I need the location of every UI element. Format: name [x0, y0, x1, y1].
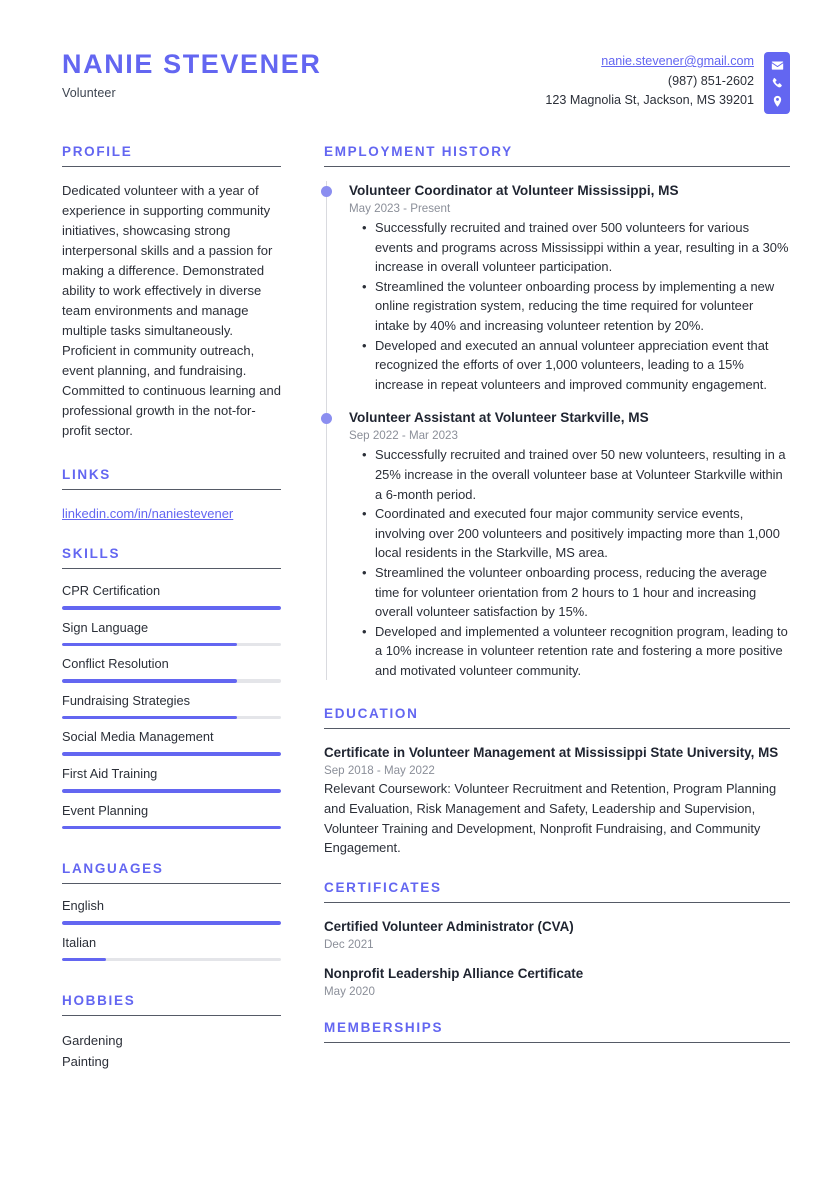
education-date: Sep 2018 - May 2022	[324, 764, 435, 778]
section-heading-education: EDUCATION	[324, 706, 790, 729]
skill-level-fill	[62, 716, 237, 720]
certificate-entry	[324, 964, 790, 998]
skill-label: CPR Certification	[62, 583, 161, 598]
employment-bullets	[349, 218, 790, 394]
skill-item	[62, 620, 281, 647]
candidate-job-title: Volunteer	[62, 86, 116, 101]
skill-level-fill	[62, 643, 237, 647]
section-heading-skills: SKILLS	[62, 546, 281, 569]
certificate-title: Certified Volunteer Administrator (CVA)	[324, 918, 574, 934]
section-languages	[62, 861, 281, 961]
employment-bullet: • Developed and implemented a volunteer recognition program, leading to a 10% increase in volunteer retention rate and fostering a more positive and motivated volunteer community.	[375, 622, 790, 681]
language-label: English	[62, 898, 104, 914]
skill-item	[62, 803, 281, 830]
link-item[interactable]: linkedin.com/in/naniestevener	[62, 506, 234, 521]
skill-label: First Aid Training	[62, 765, 158, 781]
employment-timeline	[326, 181, 790, 680]
skill-level-track	[62, 606, 281, 610]
language-level-fill	[62, 958, 106, 962]
language-level-track	[62, 921, 281, 925]
skill-level-track	[62, 716, 281, 720]
skill-level-fill	[62, 679, 237, 683]
phone-icon	[770, 76, 784, 90]
section-heading-hobbies: HOBBIES	[62, 993, 281, 1016]
section-hobbies	[62, 993, 281, 1072]
skill-item	[62, 766, 281, 793]
identity-block	[62, 48, 321, 100]
resume-body	[0, 114, 833, 1072]
section-heading-employment: EMPLOYMENT HISTORY	[324, 144, 790, 167]
language-item	[62, 935, 281, 962]
skill-level-fill	[62, 789, 281, 793]
contact-address: 123 Magnolia St, Jackson, MS 39201	[545, 93, 754, 107]
skill-label: Fundraising Strategies	[62, 692, 191, 708]
section-education	[324, 706, 790, 857]
certificate-date: May 2020	[324, 984, 375, 998]
section-heading-certificates: CERTIFICATES	[324, 880, 790, 903]
skill-level-fill	[62, 752, 281, 756]
skill-level-track	[62, 643, 281, 647]
employment-bullet: • Developed and executed an annual volunteer appreciation event that recognized the efforts of over 1,000 volunteers, leading to a 15% increase in repeat volunteers and improved community engagement.	[375, 336, 790, 395]
employment-title: Volunteer Assistant at Volunteer Starkville, MS	[349, 410, 649, 426]
location-pin-icon	[770, 94, 784, 108]
employment-bullets	[349, 445, 790, 680]
section-employment-history	[324, 144, 790, 680]
hobby-item: Painting	[62, 1054, 109, 1070]
contact-email[interactable]: nanie.stevener@gmail.com	[601, 54, 754, 68]
section-heading-links: LINKS	[62, 467, 281, 490]
education-entry	[324, 743, 790, 857]
contact-phone: (987) 851-2602	[667, 73, 754, 88]
skill-label: Social Media Management	[62, 729, 214, 745]
employment-bullet: • Streamlined the volunteer onboarding process, reducing the average time for volunteer orientation from 2 hours to 1 hour and increasing overall volunteer satisfaction by 15%.	[375, 563, 790, 622]
employment-date: May 2023 - Present	[349, 202, 451, 215]
skill-level-track	[62, 752, 281, 756]
skill-level-track	[62, 789, 281, 793]
certificate-entry	[324, 917, 790, 951]
timeline-dot-icon	[321, 186, 332, 197]
profile-summary-text: Dedicated volunteer with a year of experience in supporting community initiatives, showcasing strong interpersonal skills and a passion for making a difference. Demonstrated ability to work effectively in diverse team environments and manage multiple tasks simultaneously. Proficient in community outreach, event planning, and fundraising. Committed to continuous learning and professional growth in the not-for-profit sector.	[62, 183, 281, 438]
section-heading-languages: LANGUAGES	[62, 861, 281, 884]
main-column	[324, 144, 790, 1072]
skill-item	[62, 583, 281, 610]
skill-item	[62, 729, 281, 756]
section-profile	[62, 144, 281, 441]
employment-bullet: • Coordinated and executed four major community service events, involving over 200 volunteers and positively impacting more than 1,000 local residents in the Starkville, MS area.	[375, 504, 790, 563]
section-links	[62, 467, 281, 524]
section-heading-profile: PROFILE	[62, 144, 281, 167]
envelope-icon	[770, 58, 784, 72]
skill-item	[62, 693, 281, 720]
sidebar-column	[62, 144, 281, 1072]
language-level-fill	[62, 921, 281, 925]
skill-item	[62, 656, 281, 683]
skill-level-track	[62, 826, 281, 830]
education-description: Relevant Coursework: Volunteer Recruitment and Retention, Program Planning and Evaluation, Risk Management and Safety, Leadership and Supervision, Volunteer Training and Development, Nonprofit Fundraising, and Community Engagement.	[324, 781, 777, 856]
employment-bullet: • Successfully recruited and trained over 50 new volunteers, resulting in a 25% increase in the overall volunteer base at Volunteer Starkville within a 6-month period.	[375, 445, 790, 504]
certificate-date: Dec 2021	[324, 937, 374, 951]
skill-label: Event Planning	[62, 802, 149, 818]
employment-date: Sep 2022 - Mar 2023	[349, 429, 458, 443]
language-level-track	[62, 958, 281, 962]
timeline-dot-icon	[321, 413, 332, 424]
contact-icon-column	[764, 52, 790, 114]
language-label: Italian	[62, 934, 97, 950]
employment-title: Volunteer Coordinator at Volunteer Mississippi, MS	[349, 183, 679, 198]
skill-level-fill	[62, 606, 281, 610]
skill-label: Sign Language	[62, 619, 149, 635]
resume-header	[0, 0, 833, 114]
employment-entry	[349, 181, 790, 394]
contact-details	[545, 52, 764, 111]
employment-entry	[349, 408, 790, 680]
skill-level-fill	[62, 826, 281, 830]
section-skills	[62, 546, 281, 829]
employment-bullet: • Streamlined the volunteer onboarding process by implementing a new online registration system, reducing the time required for volunteer intake by 40% and increasing volunteer retention by 20%.	[375, 277, 790, 336]
skill-label: Conflict Resolution	[62, 656, 169, 672]
certificate-title: Nonprofit Leadership Alliance Certificate	[324, 965, 584, 981]
section-heading-memberships: MEMBERSHIPS	[324, 1020, 790, 1043]
employment-bullet: • Successfully recruited and trained over 500 volunteers for various events and programs across Mississippi within a year, resulting in a 30% increase in overall volunteer participation.	[375, 218, 790, 277]
section-certificates	[324, 880, 790, 998]
contact-block	[545, 52, 790, 114]
skill-level-track	[62, 679, 281, 683]
hobby-item: Gardening	[62, 1033, 123, 1049]
candidate-name: NANIE STEVENER	[62, 49, 322, 79]
section-memberships	[324, 1020, 790, 1043]
language-item	[62, 898, 281, 925]
education-title: Certificate in Volunteer Management at Mississippi State University, MS	[324, 745, 779, 761]
